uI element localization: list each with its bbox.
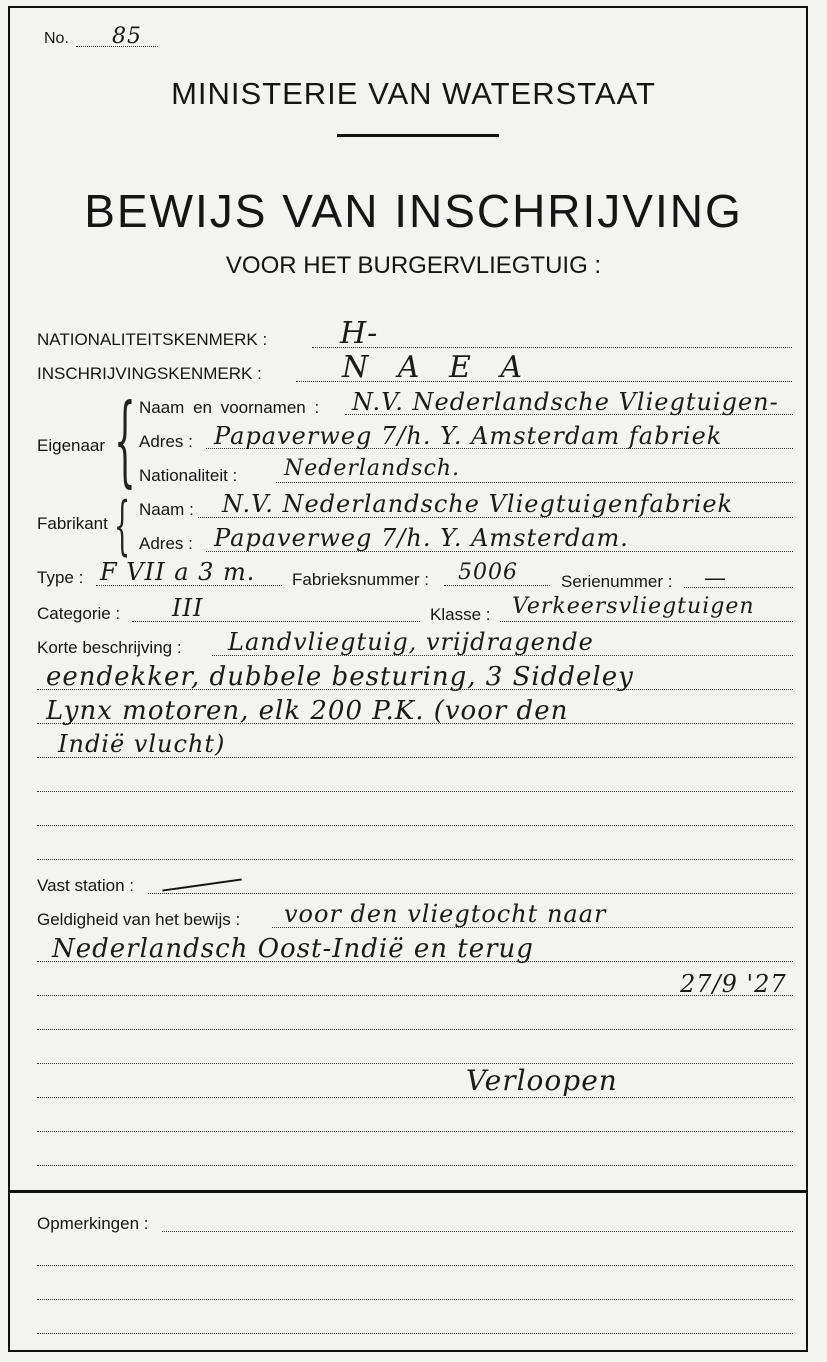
fabrikant-label: Fabrikant <box>37 514 108 533</box>
beschrijving-text-4: Indië vlucht) <box>58 730 226 758</box>
geldigheid-line-7 <box>37 1131 793 1132</box>
geldigheid-text-2: Nederlandsch Oost-Indië en terug <box>52 934 534 964</box>
opmerkingen-label: Opmerkingen : <box>37 1214 149 1233</box>
eigenaar-naam-label: Naam en voornamen : <box>139 398 320 417</box>
nationaliteitskenmerk-label: NATIONALITEITSKENMERK : <box>37 330 268 349</box>
inschrijvingskenmerk-value: N A E A <box>342 350 533 385</box>
eigenaar-adres-value: Papaverweg 7/h. Y. Amsterdam fabriek <box>214 422 723 450</box>
categorie-value: III <box>172 594 204 622</box>
validity-date: 27/9 '27 <box>680 970 787 998</box>
vast-station-line <box>148 893 793 894</box>
eigenaar-adres-label: Adres : <box>139 432 193 451</box>
inschrijvingskenmerk-label: INSCHRIJVINGSKENMERK : <box>37 364 262 383</box>
ministry-name: MINISTERIE VAN WATERSTAAT <box>171 76 656 111</box>
fabrieksnummer-label: Fabrieksnummer : <box>292 570 429 589</box>
fabrieksnummer-line <box>444 585 550 586</box>
vast-station-label: Vast station : <box>37 876 135 895</box>
geldigheid-text-1: voor den vliegtocht naar <box>284 900 607 928</box>
geldigheid-line-8 <box>37 1165 793 1166</box>
nationaliteitskenmerk-value: H- <box>340 316 379 351</box>
beschrijving-label: Korte beschrijving : <box>37 638 182 657</box>
fabrikant-brace: { <box>114 489 131 563</box>
klasse-value: Verkeersvliegtuigen <box>512 594 755 619</box>
eigenaar-naam-value: N.V. Nederlandsche Vliegtuigen- <box>352 388 779 416</box>
number-label: No. <box>44 30 69 47</box>
type-value: F VII a 3 m. <box>100 558 256 586</box>
signature: Verloopen <box>466 1064 618 1097</box>
nationaliteitskenmerk-line <box>312 347 792 348</box>
geldigheid-line-5 <box>37 1063 793 1064</box>
beschrijving-text-3: Lynx motoren, elk 200 P.K. (voor den <box>46 696 569 726</box>
categorie-label: Categorie : <box>37 604 121 623</box>
eigenaar-nationaliteit-value: Nederlandsch. <box>284 456 461 481</box>
beschrijving-line-7 <box>37 859 793 860</box>
fabrikant-naam-label: Naam : <box>139 500 194 519</box>
document-subtitle: VOOR HET BURGERVLIEGTUIG : <box>225 252 602 279</box>
fabrikant-adres-label: Adres : <box>139 534 193 553</box>
eigenaar-label: Eigenaar <box>37 436 106 455</box>
beschrijving-line-6 <box>37 825 793 826</box>
fabrikant-adres-value: Papaverweg 7/h. Y. Amsterdam. <box>214 524 629 552</box>
eigenaar-brace: { <box>114 384 136 498</box>
eigenaar-nationaliteit-label: Nationaliteit : <box>139 466 238 485</box>
opmerkingen-line-1 <box>162 1231 793 1232</box>
opmerkingen-line-4 <box>37 1333 793 1334</box>
geldigheid-line-6 <box>37 1097 793 1098</box>
serienummer-line <box>684 587 793 588</box>
beschrijving-line-5 <box>37 791 793 792</box>
klasse-line <box>500 621 793 622</box>
eigenaar-nationaliteit-line <box>276 482 793 483</box>
section-divider <box>8 1190 808 1193</box>
type-label: Type : <box>37 568 84 587</box>
serienummer-label: Serienummer : <box>561 572 673 591</box>
document-title: BEWIJS VAN INSCHRIJVING <box>84 185 743 237</box>
geldigheid-label: Geldigheid van het bewijs : <box>37 910 241 929</box>
opmerkingen-line-3 <box>37 1299 793 1300</box>
opmerkingen-line-2 <box>37 1265 793 1266</box>
fabrieksnummer-value: 5006 <box>458 560 518 585</box>
header-rule <box>337 134 499 137</box>
number-value: 85 <box>112 24 142 49</box>
klasse-label: Klasse : <box>430 605 491 624</box>
fabrikant-naam-value: N.V. Nederlandsche Vliegtuigenfabriek <box>222 490 734 518</box>
beschrijving-text-1: Landvliegtuig, vrijdragende <box>228 628 594 656</box>
beschrijving-text-2: eendekker, dubbele besturing, 3 Siddeley <box>46 662 634 692</box>
serienummer-value: — <box>704 566 727 591</box>
geldigheid-line-4 <box>37 1029 793 1030</box>
